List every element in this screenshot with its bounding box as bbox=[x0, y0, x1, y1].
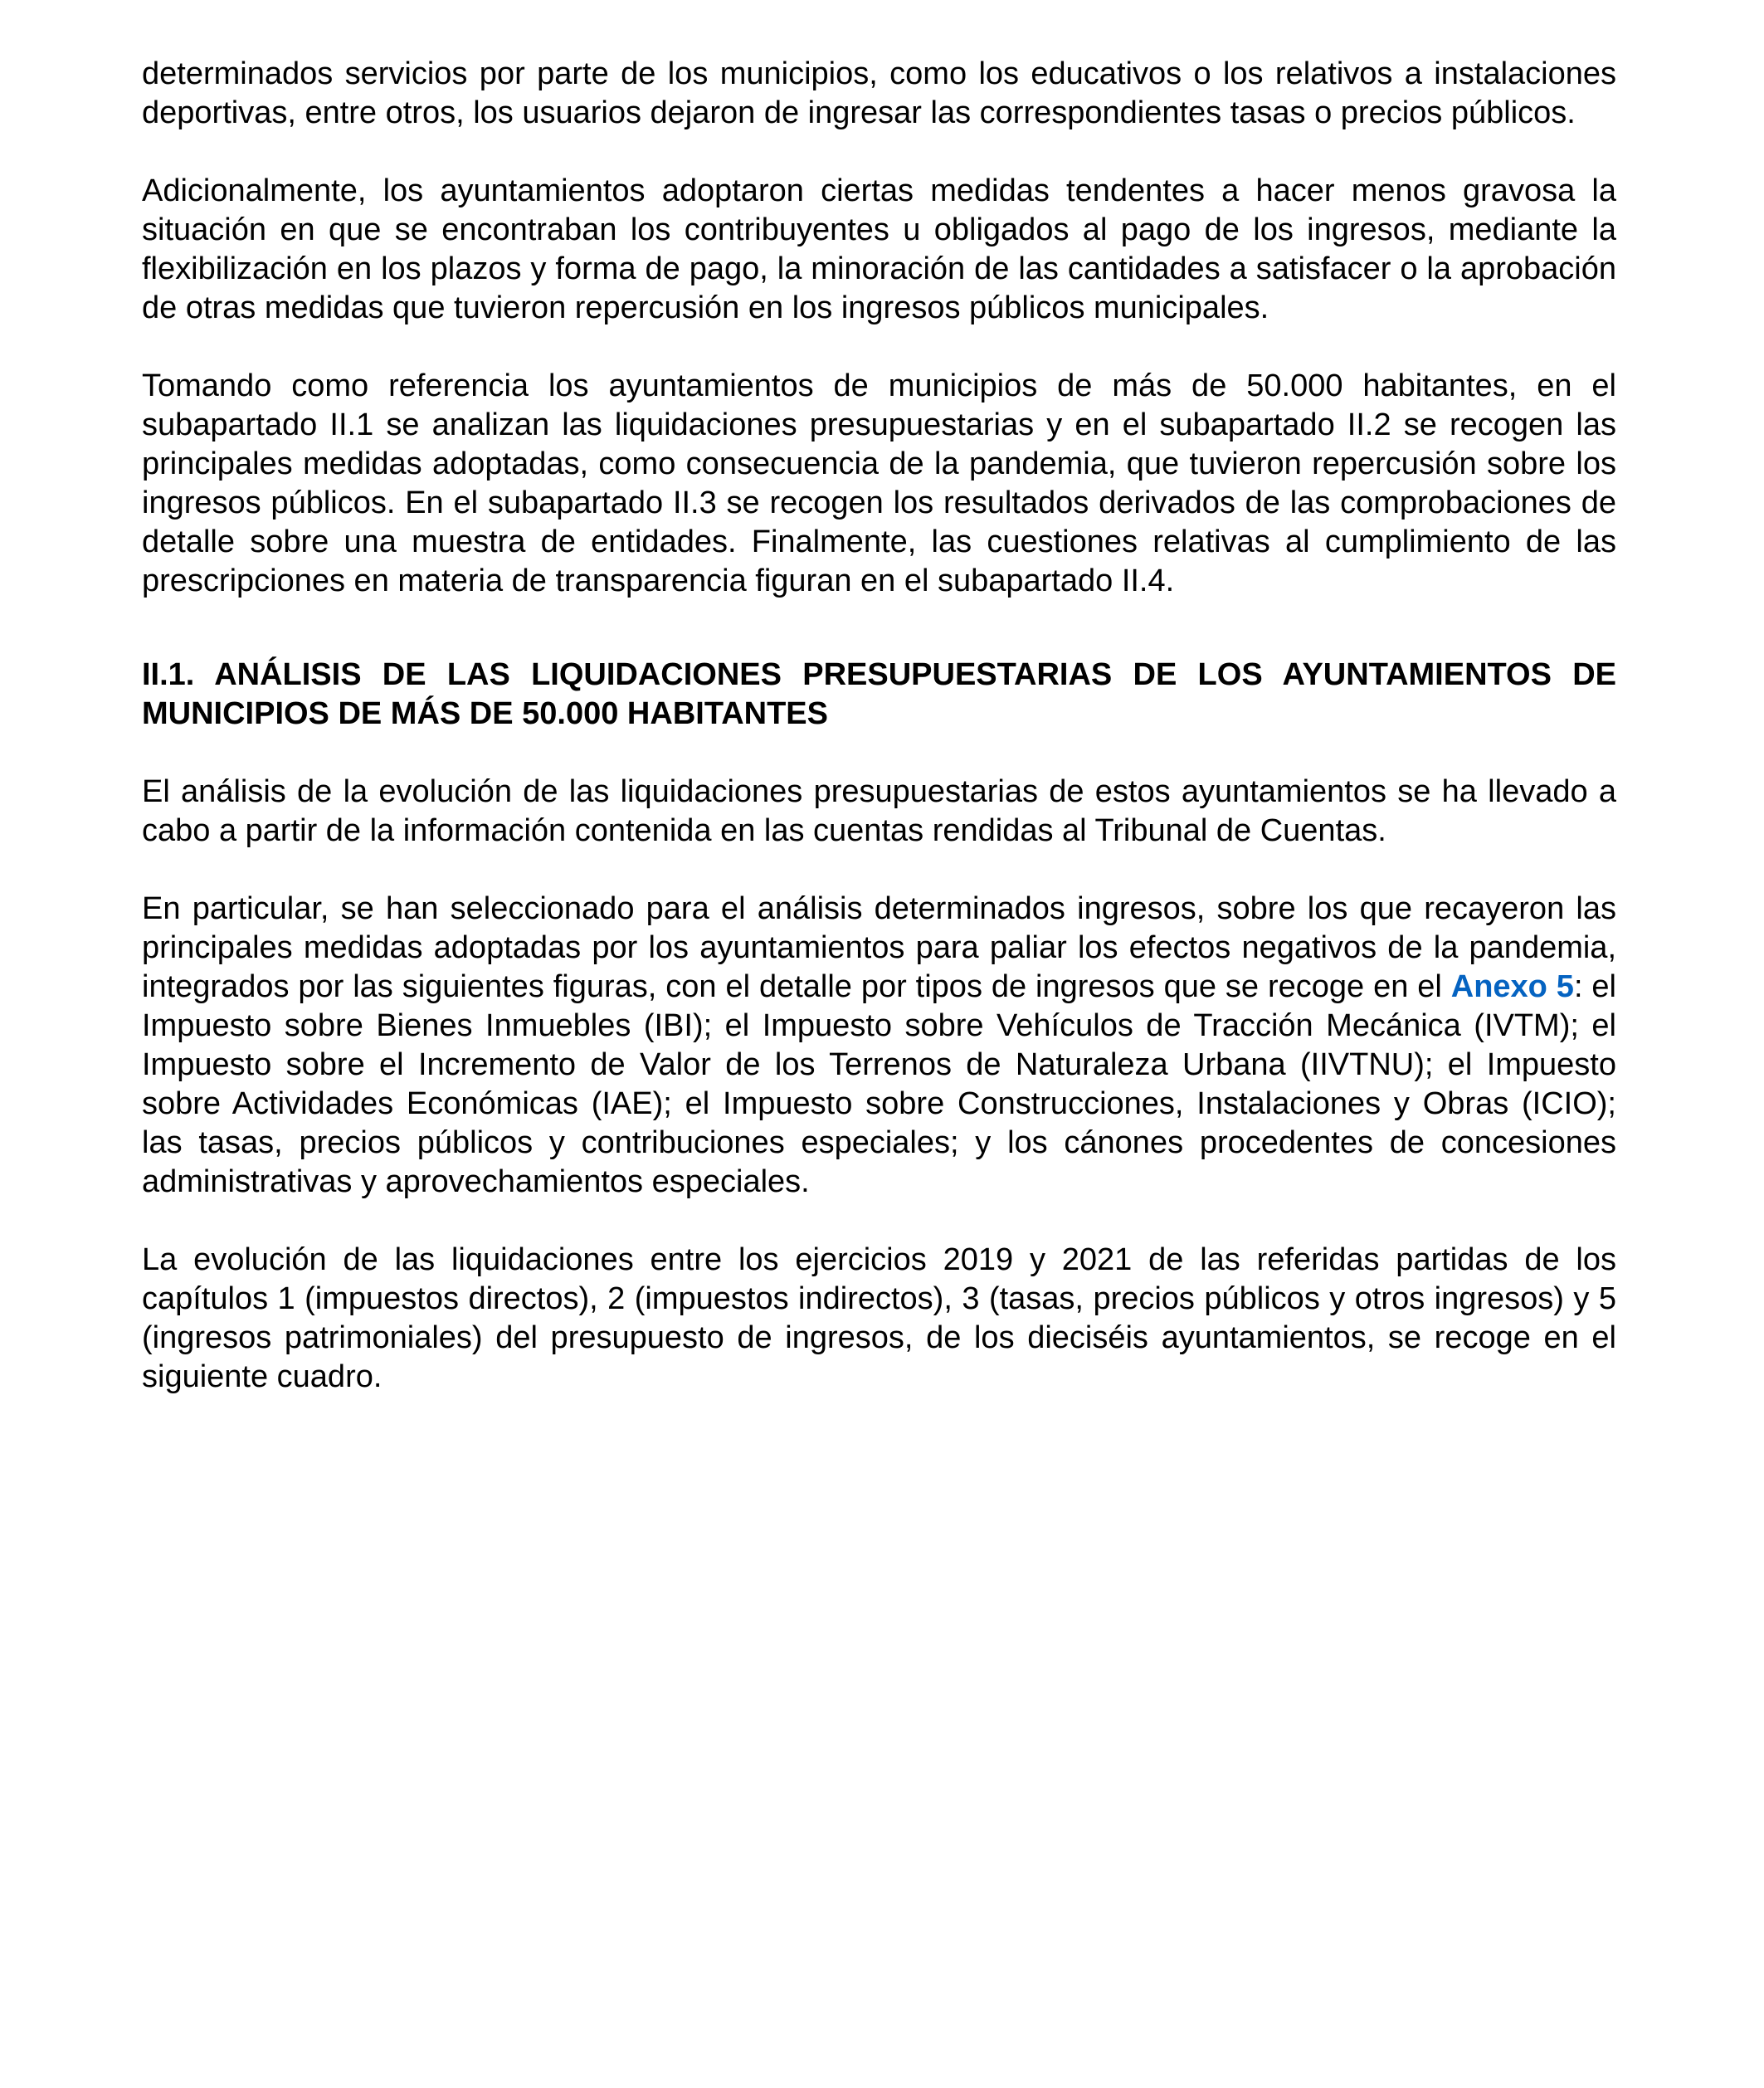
paragraph-5-text-before: En particular, se han seleccionado para el análisis determinados ingresos, sobre los que recayeron las principales medidas adoptadas por los ayuntamientos para paliar los efectos negativos de la pandemia, integrados por las siguientes figuras, con el detalle por tipos de ingresos que se recoge en el bbox=[142, 891, 1616, 1004]
paragraph-5 bbox=[142, 890, 1616, 1202]
paragraph-6: La evolución de las liquidaciones entre los ejercicios 2019 y 2021 de las referidas partidas de los capítulos 1 (impuestos directos), 2 (impuestos indirectos), 3 (tasas, precios públicos y otros ingresos) y 5 (ingresos patrimoniales) del presupuesto de ingresos, de los dieciséis ayuntamientos, se recoge en el siguiente cuadro. bbox=[142, 1242, 1616, 1394]
paragraph-1: determinados servicios por parte de los municipios, como los educativos o los relativos a instalaciones deportivas, entre otros, los usuarios dejaron de ingresar las correspondientes tasas o precios públicos. bbox=[142, 56, 1616, 130]
paragraph-3: Tomando como referencia los ayuntamientos de municipios de más de 50.000 habitantes, en el subapartado II.1 se analizan las liquidaciones presupuestarias y en el subapartado II.2 se recogen las principales medidas adoptadas, como consecuencia de la pandemia, que tuvieron repercusión sobre los ingresos públicos. En el subapartado II.3 se recogen los resultados derivados de las comprobaciones de detalle sobre una muestra de entidades. Finalmente, las cuestiones relativas al cumplimiento de las prescripciones en materia de transparencia figuran en el subapartado II.4. bbox=[142, 368, 1616, 598]
paragraph-4: El análisis de la evolución de las liquidaciones presupuestarias de estos ayuntamientos se ha llevado a cabo a partir de la información contenida en las cuentas rendidas al Tribunal de Cuentas. bbox=[142, 774, 1616, 848]
paragraph-2: Adicionalmente, los ayuntamientos adoptaron ciertas medidas tendentes a hacer menos gravosa la situación en que se encontraban los contribuyentes u obligados al pago de los ingresos, mediante la flexibilización en los plazos y forma de pago, la minoración de las cantidades a satisfacer o la aprobación de otras medidas que tuvieron repercusión en los ingresos públicos municipales. bbox=[142, 173, 1616, 325]
anexo-5-link[interactable]: Anexo 5 bbox=[1450, 969, 1574, 1004]
section-heading: II.1. ANÁLISIS DE LAS LIQUIDACIONES PRESUPUESTARIAS DE LOS AYUNTAMIENTOS DE MUNICIPIOS DE MÁS DE 50.000 HABITANTES bbox=[142, 657, 1616, 731]
document-page bbox=[142, 55, 1616, 1436]
paragraph-5-text-after: : el Impuesto sobre Bienes Inmuebles (IBI); el Impuesto sobre Vehículos de Tracción Mecánica (IVTM); el Impuesto sobre el Incremento de Valor de los Terrenos de Naturaleza Urbana (IIVTNU); el Impuesto sobre Actividades Económicas (IAE); el Impuesto sobre Construcciones, Instalaciones y Obras (ICIO); las tasas, precios públicos y contribuciones especiales; y los cánones procedentes de concesiones administrativas y aprovechamientos especiales. bbox=[142, 969, 1616, 1199]
